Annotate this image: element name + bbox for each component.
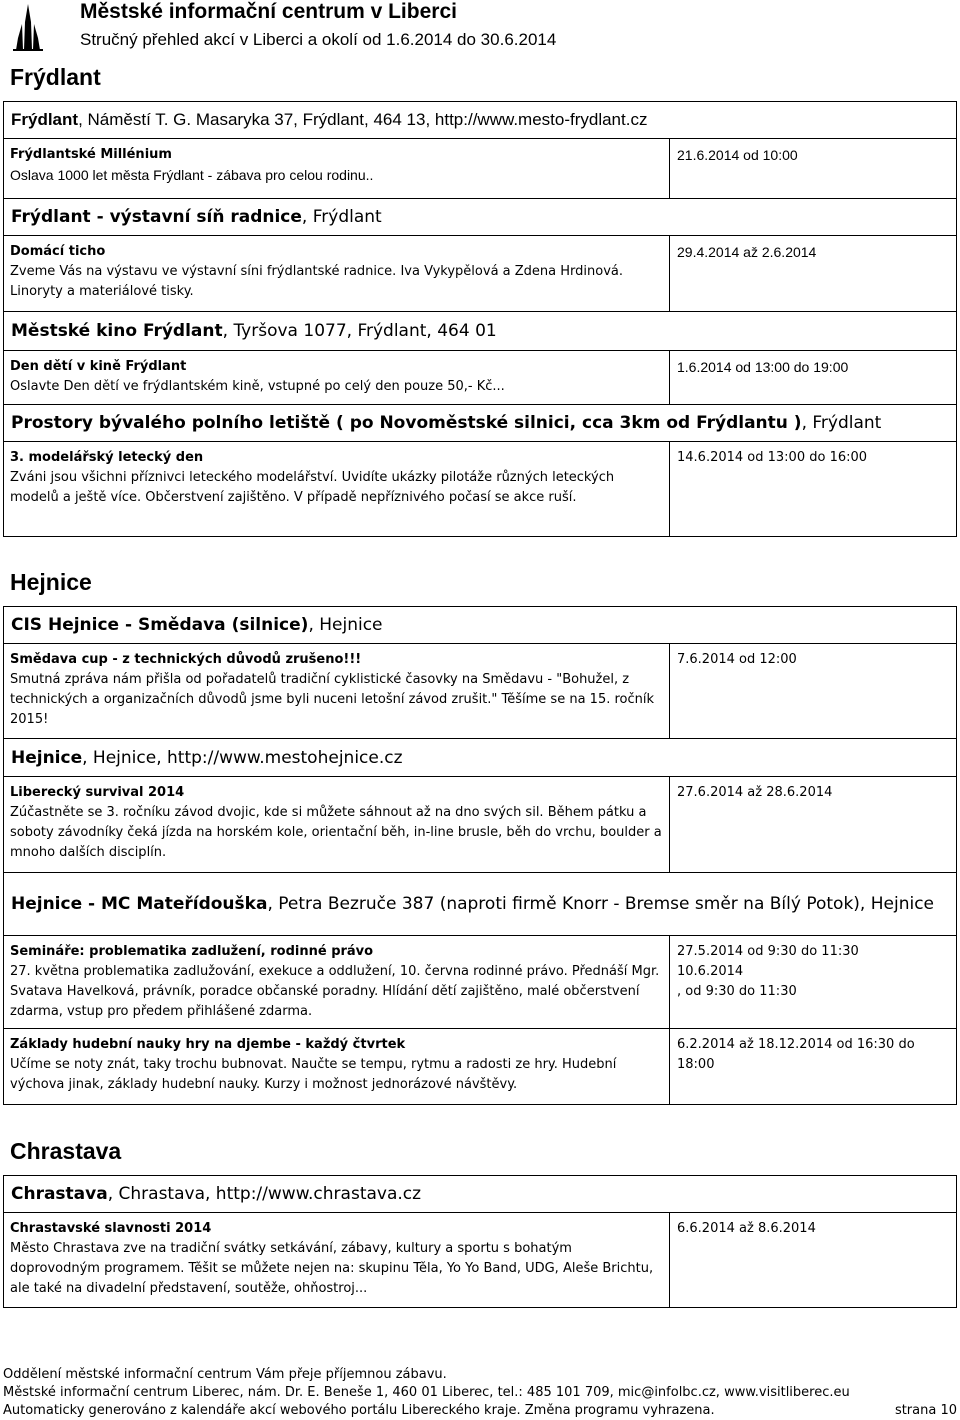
venue-name: Frýdlant	[11, 110, 79, 129]
event-description: Zúčastněte se 3. ročníku závod dvojic, kde si můžete sáhnout až na dno svých sil. Během pátku a soboty závodníky čeká jízda na horském kole, orientační běh, in-line brusle, běh do vrchu, boulder a mnoho dalších disciplín.	[10, 805, 662, 860]
venue-address: , Chrastava, http://www.chrastava.cz	[107, 1184, 422, 1204]
event-row	[4, 644, 956, 739]
venue-name: Hejnice	[11, 747, 83, 768]
venue-address: , Frýdlant	[801, 413, 882, 433]
event-row	[4, 936, 956, 1029]
venue-header	[4, 312, 956, 351]
venue-name: CIS Hejnice - Smědava (silnice)	[11, 615, 309, 635]
event-title: Chrastavské slavnosti 2014	[10, 1221, 212, 1236]
event-date: 27.6.2014 až 28.6.2014	[677, 785, 833, 800]
page-footer	[3, 1366, 957, 1420]
footer-contact: Městské informační centrum Liberec, nám. Dr. E. Beneše 1, 460 01 Liberec, tel.: 485 101 709, mic@infolbc.cz, www.visitliberec.eu	[3, 1385, 850, 1400]
city-section-chrastava	[3, 1175, 957, 1308]
venue-address: , Náměstí T. G. Masaryka 37, Frýdlant, 464 13, http://www.mesto-frydlant.cz	[78, 110, 648, 129]
city-logo	[10, 2, 46, 52]
city-section-hejnice	[3, 606, 957, 1105]
document-title: Městské informační centrum v Liberci	[80, 0, 457, 23]
venue-header	[4, 199, 956, 236]
event-date: 14.6.2014 od 13:00 do 16:00	[677, 450, 868, 465]
venue-name: Hejnice - MC Mateřídouška	[11, 894, 268, 914]
city-heading-chrastava: Chrastava	[10, 1138, 122, 1164]
city-section-frydlant	[3, 101, 957, 537]
venue-header	[4, 873, 956, 936]
city-heading-hejnice: Hejnice	[10, 569, 92, 595]
event-title: Domácí ticho	[10, 244, 106, 259]
event-title: Základy hudební nauky hry na djembe - každý čtvrtek	[10, 1037, 406, 1052]
event-date: 1.6.2014 od 13:00 do 19:00	[677, 359, 849, 375]
event-title: Frýdlantské Millénium	[10, 147, 172, 162]
venue-address: , Petra Bezruče 387 (naproti firmě Knorr - Bremse směr na Bílý Potok), Hejnice	[267, 894, 935, 914]
event-description: 27. května problematika zadlužování, exekuce a oddlužení, 10. června rodinné právo. Přednáší Mgr. Svatava Havelková, právník, poradce občanské poradny. Hlídání dětí zajištěno, malé občerstvení zdarma, vstup pro předem přihlášené zdarma.	[10, 964, 660, 1019]
footer-greeting: Oddělení městské informační centrum Vám přeje příjemnou zábavu.	[3, 1367, 447, 1382]
event-title: Smědava cup - z technických důvodů zrušeno!!!	[10, 652, 362, 667]
page-number: strana 10	[894, 1403, 957, 1418]
event-description: Smutná zpráva nám přišla od pořadatelů tradiční cyklistické časovky na Smědavu - "Bohužel, z technických a organizačních důvodů jsme byli nuceni letošní závod zrušit." Těšíme se na 15. ročník 2015!	[10, 672, 655, 727]
event-row	[4, 1029, 956, 1104]
venue-header	[4, 607, 956, 644]
venue-name: Frýdlant - výstavní síň radnice	[11, 207, 302, 227]
venue-name: Prostory bývalého polního letiště ( po Novoměstské silnici, cca 3km od Frýdlantu )	[11, 413, 802, 433]
event-description: Oslava 1000 let města Frýdlant - zábava pro celou rodinu..	[10, 167, 374, 183]
event-description: Město Chrastava zve na tradiční svátky setkávání, zábavy, kultury a sportu s bohatým doprovodným programem. Těšit se můžete nejen na: skupinu Těla, Yo Yo Band, UDG, Aleše Brichtu, ale také na divadelní představení, soutěže, ohňostroj...	[10, 1241, 654, 1296]
event-description: Zváni jsou všichni příznivci leteckého modelářství. Uvidíte ukázky pilotáže různých leteckých modelů a ještě více. Občerstvení zajištěno. V případě nepříznivého počasí se akce ruší.	[10, 470, 615, 505]
event-date: 7.6.2014 od 12:00	[677, 652, 797, 667]
venue-address: , Hejnice, http://www.mestohejnice.cz	[82, 747, 403, 768]
event-date: 6.6.2014 až 8.6.2014	[677, 1221, 816, 1236]
venue-header	[4, 102, 956, 139]
event-date: 29.4.2014 až 2.6.2014	[677, 244, 817, 260]
event-row	[4, 139, 956, 199]
event-title: Liberecký survival 2014	[10, 785, 185, 800]
venue-name: Chrastava	[11, 1184, 108, 1204]
event-description: Učíme se noty znát, taky trochu bubnovat. Naučte se tempu, rytmu a radosti ze hry. Hudební výchova jinak, základy hudební nauky. Kurzy i možnost jednorázové návštěvy.	[10, 1057, 617, 1092]
event-date: 27.5.2014 od 9:30 do 11:30 10.6.2014 , od 9:30 do 11:30	[677, 944, 859, 999]
event-date: 6.2.2014 až 18.12.2014 od 16:30 do 18:00	[677, 1037, 915, 1072]
venue-address: , Hejnice	[308, 615, 383, 635]
event-title: Semináře: problematika zadlužení, rodinné právo	[10, 944, 374, 959]
event-date: 21.6.2014 od 10:00	[677, 147, 798, 163]
event-title: Den dětí v kině Frýdlant	[10, 359, 187, 374]
event-row	[4, 1213, 956, 1307]
event-row	[4, 351, 956, 405]
footer-disclaimer: Automaticky generováno z kalendáře akcí webového portálu Libereckého kraje. Změna programu vyhrazena.	[3, 1403, 715, 1418]
event-row	[4, 777, 956, 873]
venue-header	[4, 1176, 956, 1213]
venue-address: , Frýdlant	[301, 207, 382, 227]
event-description: Oslavte Den dětí ve frýdlantském kině, vstupné po celý den pouze 50,- Kč...	[10, 379, 505, 394]
event-row	[4, 442, 956, 536]
venue-address: , Tyršova 1077, Frýdlant, 464 01	[222, 321, 497, 341]
event-row	[4, 236, 956, 312]
event-title: 3. modelářský letecký den	[10, 450, 204, 465]
venue-header	[4, 739, 956, 777]
venue-name: Městské kino Frýdlant	[11, 321, 223, 341]
document-subtitle: Stručný přehled akcí v Liberci a okolí od 1.6.2014 do 30.6.2014	[80, 30, 557, 49]
event-description: Zveme Vás na výstavu ve výstavní síni frýdlantské radnice. Iva Vykypělová a Zdena Hrdinová. Linoryty a materiálové tisky.	[10, 264, 623, 299]
venue-header	[4, 405, 956, 442]
city-heading-frydlant: Frýdlant	[10, 64, 101, 90]
